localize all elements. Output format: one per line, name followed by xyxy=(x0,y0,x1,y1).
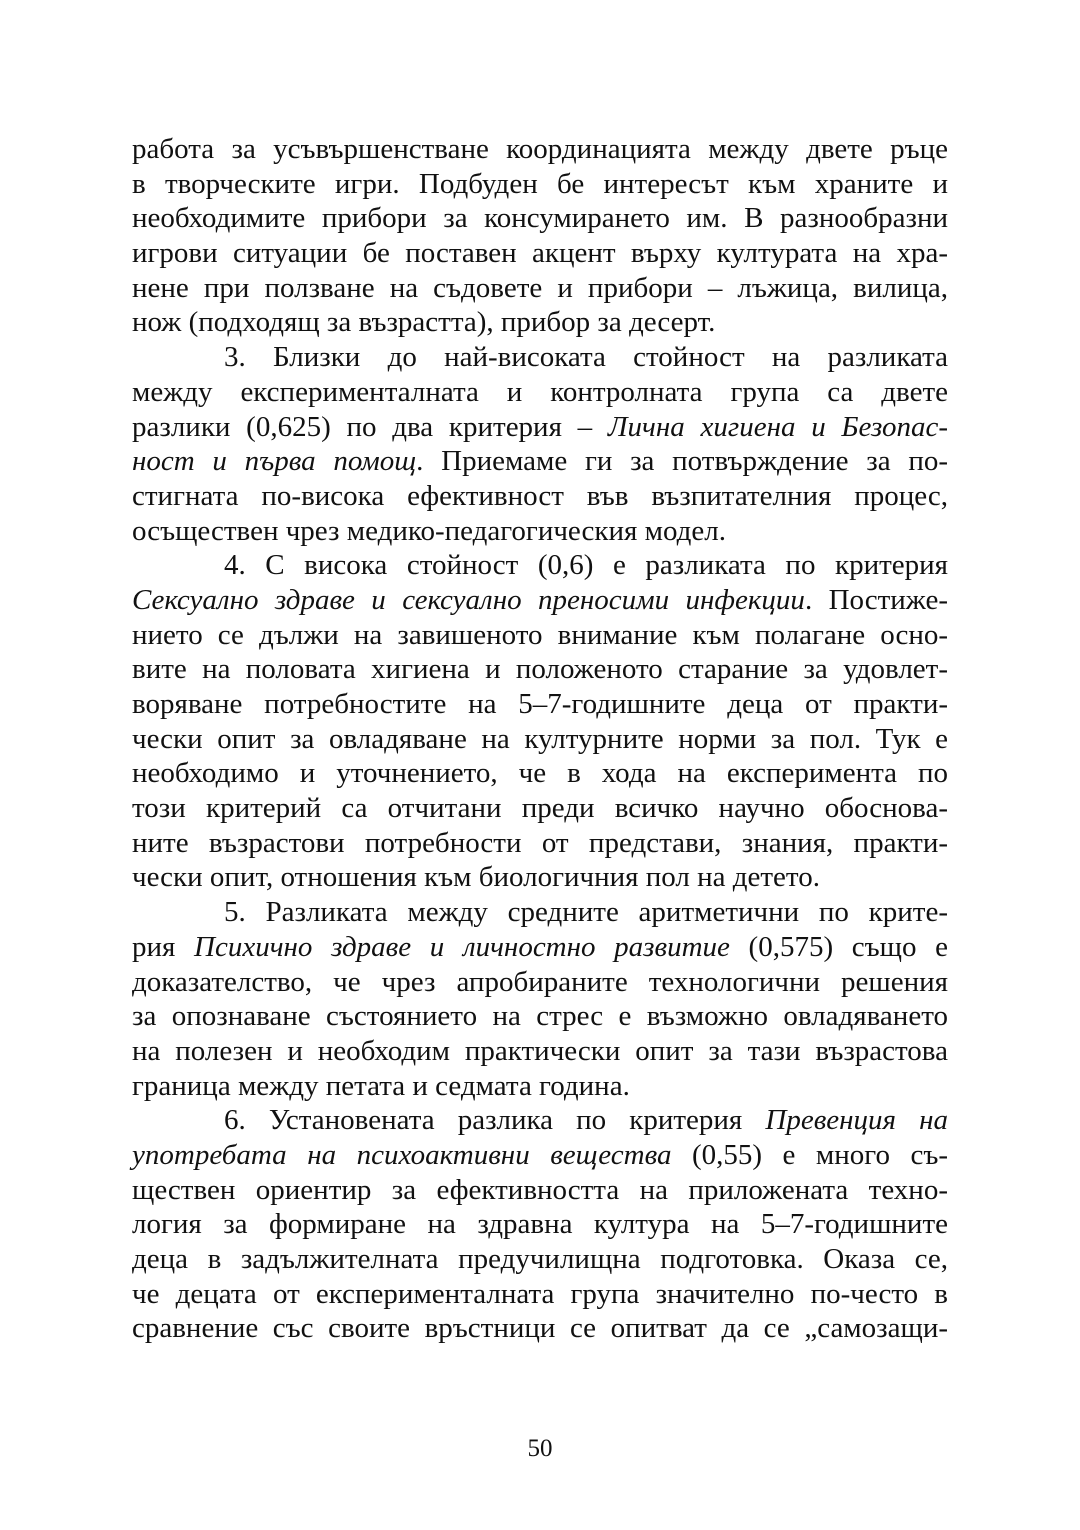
text-line xyxy=(132,479,948,514)
text-line xyxy=(132,1242,948,1277)
text-run: ществен ориентир за ефективността на приложената техно- xyxy=(132,1173,948,1206)
text-run: ните възрастови потребности от представи, знания, практи- xyxy=(132,826,948,859)
text-run: работа за усъвършенстване координацията между двете ръце xyxy=(132,133,948,165)
text-run: между експерименталната и контролната група са двете xyxy=(132,375,948,408)
text-line xyxy=(132,444,948,479)
text-line xyxy=(132,618,948,653)
text-line xyxy=(132,930,948,965)
text-run: стигната по-висока ефективност във възпитателния процес, xyxy=(132,479,948,512)
text-run: осъществен чрез медико-педагогическия модел. xyxy=(132,514,726,547)
text-run: чески опит, отношения към биологичния пол на детето. xyxy=(132,861,820,894)
text-line xyxy=(132,167,948,202)
text-line xyxy=(132,201,948,236)
text-run: нож (подходящ за възрастта), прибор за десерт. xyxy=(132,306,716,339)
text-line xyxy=(132,132,948,167)
italic-term: употребата на психоактивни вещества xyxy=(132,1138,672,1171)
text-line xyxy=(132,652,948,687)
italic-term: Лична хигиена и Безопас- xyxy=(607,410,948,443)
italic-term: Сексуално здраве и сексуално преносими инфекции xyxy=(132,583,805,616)
italic-term: Психично здраве и личностно развитие xyxy=(194,930,730,963)
text-line xyxy=(132,1311,948,1346)
text-run: 4. С висока стойност (0,6) е разликата по критерия xyxy=(224,549,948,582)
text-line xyxy=(132,895,948,930)
text-line xyxy=(132,826,948,861)
text-run: 3. Близки до най-високата стойност на разликата xyxy=(224,341,948,374)
text-run: че децата от експерименталната група значително по-често в xyxy=(132,1277,948,1310)
text-run: доказателство, че чрез апробираните технологични решения xyxy=(132,965,948,998)
text-run: . Постиже- xyxy=(804,583,948,616)
text-run: необходимо и уточнението, че в хода на експеримента по xyxy=(132,757,948,790)
text-run: чески опит за овладяване на културните норми за пол. Тук е xyxy=(132,722,948,755)
text-line xyxy=(132,687,948,722)
text-run: логия за формиране на здравна култура на 5–7-годишните xyxy=(132,1208,948,1241)
text-line xyxy=(132,791,948,826)
text-line xyxy=(132,1207,948,1242)
text-run: вите на половата хигиена и положеното старание за удовлет- xyxy=(132,653,948,686)
text-run: този критерий са отчитани преди всичко научно обоснова- xyxy=(132,792,948,825)
text-line xyxy=(132,1173,948,1208)
body-text xyxy=(132,132,948,1346)
text-run: необходимите прибори за консумирането им. В разнообразни xyxy=(132,202,948,235)
italic-term: ност и първа помощ xyxy=(132,445,417,478)
text-line xyxy=(132,1034,948,1069)
text-run: сравнение със своите връстници се опитват да се „самозащи- xyxy=(132,1312,948,1345)
text-run: . Приемаме ги за потвърждение за по- xyxy=(416,445,948,478)
text-run: граница между петата и седмата година. xyxy=(132,1069,630,1102)
text-run: воряване потребностите на 5–7-годишните деца от практи- xyxy=(132,688,948,720)
text-line xyxy=(132,1103,948,1138)
text-run: за опознаване състоянието на стрес е възможно овладяването xyxy=(132,1000,948,1033)
text-run: нието се дължи на завишеното внимание към полагане осно- xyxy=(132,618,948,651)
page-number: 50 xyxy=(527,1435,553,1462)
text-run: рия xyxy=(132,930,195,963)
text-line xyxy=(132,410,948,445)
text-run: (0,575) също е xyxy=(729,930,948,963)
text-line xyxy=(132,965,948,1000)
text-run: 6. Установената разлика по критерия xyxy=(224,1104,766,1137)
italic-term: Превенция на xyxy=(765,1104,948,1137)
text-line xyxy=(132,271,948,306)
text-line xyxy=(132,722,948,757)
text-line xyxy=(132,1277,948,1312)
text-line xyxy=(132,860,948,895)
text-line xyxy=(132,236,948,271)
text-line xyxy=(132,548,948,583)
text-line xyxy=(132,375,948,410)
text-line xyxy=(132,999,948,1034)
text-line xyxy=(132,1138,948,1173)
text-line xyxy=(132,583,948,618)
text-run: деца в задължителната предучилищна подготовка. Оказа се, xyxy=(132,1243,948,1275)
text-run: нене при ползване на съдовете и прибори – лъжица, вилица, xyxy=(132,271,948,304)
text-run: на полезен и необходим практически опит за тази възрастова xyxy=(132,1034,948,1067)
text-line xyxy=(132,514,948,549)
text-line xyxy=(132,340,948,375)
text-run: 5. Разликата между средните аритметични по крите- xyxy=(224,896,948,929)
text-run: в творческите игри. Подбуден бе интересът към храните и xyxy=(132,167,948,200)
text-line xyxy=(132,756,948,791)
text-line xyxy=(132,305,948,340)
text-run: игрови ситуации бе поставен акцент върху културата на хра- xyxy=(132,237,948,270)
text-run: (0,55) е много съ- xyxy=(671,1138,948,1171)
text-run: разлики (0,625) по два критерия – xyxy=(132,410,608,443)
text-line xyxy=(132,1069,948,1104)
